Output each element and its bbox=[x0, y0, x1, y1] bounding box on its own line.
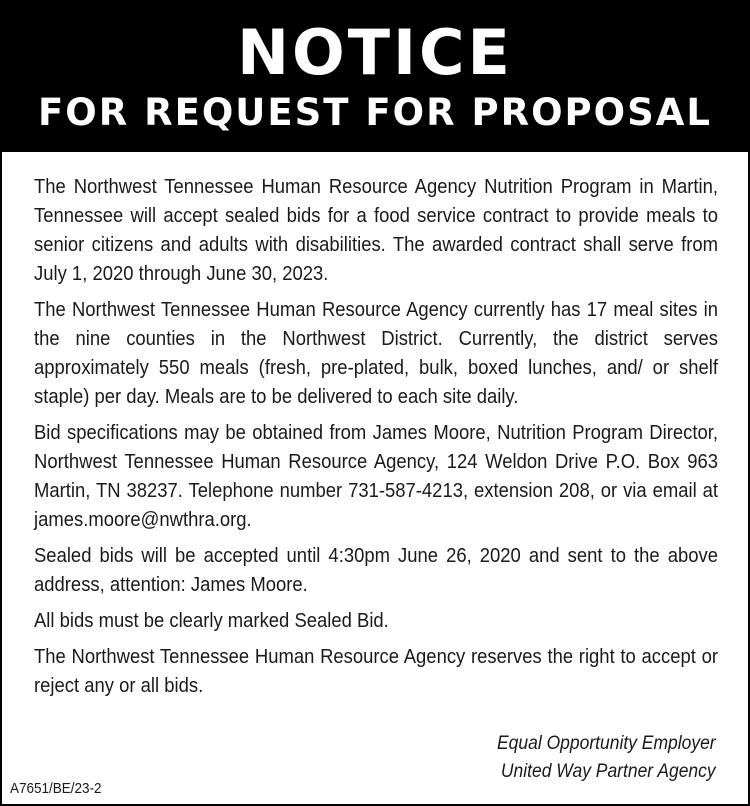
paragraph-marking: All bids must be clearly marked Sealed Bid. bbox=[34, 609, 389, 632]
paragraph-meal-sites: The Northwest Tennessee Human Resource Agency currently has 17 meal sites in the nine counties in the Northwest District. Currently, the district serves approximately 550 meals (fresh, pre-plated, bulk, boxed lunches, and/ or shelf staple) per day. Meals are to be delivered to each site daily. bbox=[34, 298, 718, 408]
notice-title: NOTICE bbox=[237, 16, 513, 89]
paragraph-specifications: Bid specifications may be obtained from James Moore, Nutrition Program Director, Northwest Tennessee Human Resource Agency, 124 Weldon Drive P.O. Box 963 Martin, TN 38237. Telephone number 731-587-4213, extension 208, or via email at james.moore@nwthra.org. bbox=[34, 421, 718, 531]
paragraph-reservation: The Northwest Tennessee Human Resource Agency reserves the right to accept or reject any or all bids. bbox=[34, 645, 718, 697]
ad-code: A7651/BE/23-2 bbox=[10, 780, 102, 797]
notice-subtitle: FOR REQUEST FOR PROPOSAL bbox=[37, 91, 712, 134]
employer-statement bbox=[478, 730, 716, 786]
paragraph-deadline: Sealed bids will be accepted until 4:30pm June 26, 2020 and sent to the above address, attention: James Moore. bbox=[34, 544, 718, 596]
header-banner bbox=[2, 2, 748, 152]
united-way-line: United Way Partner Agency bbox=[501, 761, 716, 782]
paragraph-intro: The Northwest Tennessee Human Resource Agency Nutrition Program in Martin, Tennessee will accept sealed bids for a food service contract to provide meals to senior citizens and adults with disabilities. The awarded contract shall serve from July 1, 2020 through June 30, 2023. bbox=[34, 175, 718, 285]
equal-opportunity-line: Equal Opportunity Employer bbox=[497, 733, 716, 754]
notice-body bbox=[2, 152, 748, 700]
